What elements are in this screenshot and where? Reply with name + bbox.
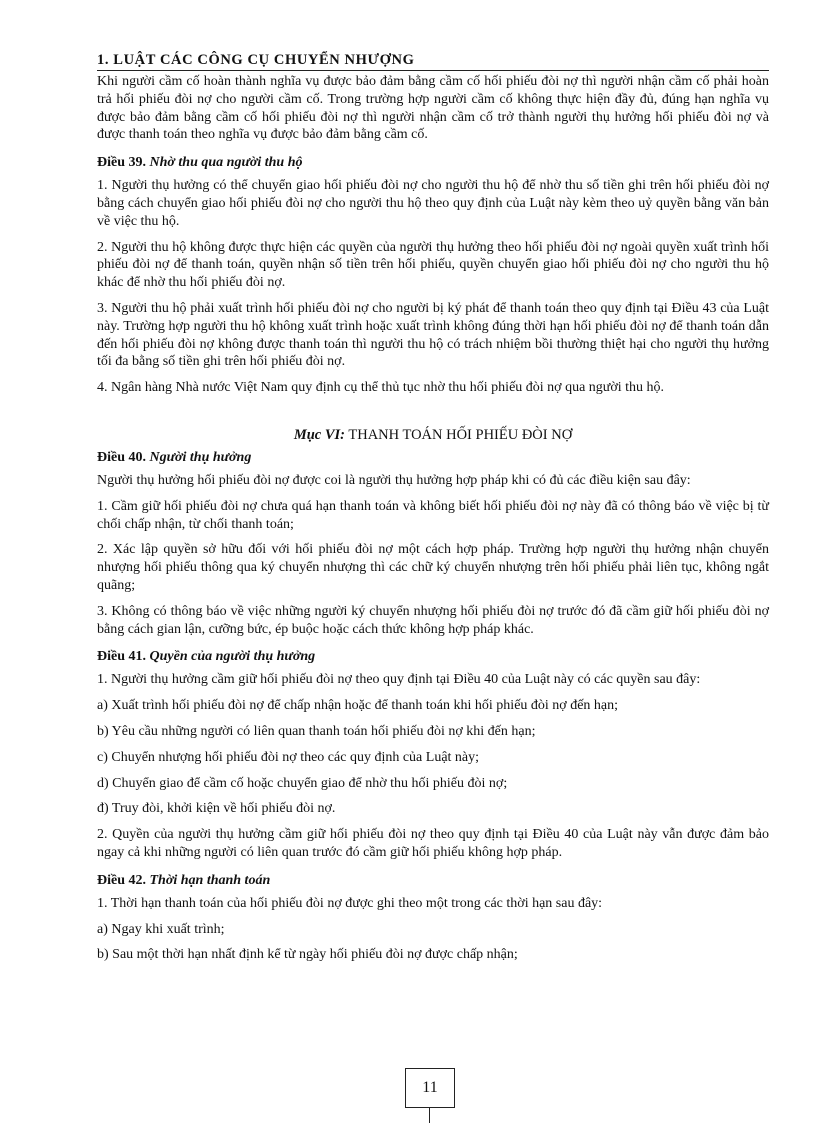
article-41-item-a: a) Xuất trình hối phiếu đòi nợ để chấp nhận hoặc để thanh toán khi hối phiếu đòi nợ đến hạn; [97,698,619,714]
article-39-heading [97,154,769,172]
article-41-item-1: 1. Người thụ hưởng cầm giữ hối phiếu đòi nợ theo quy định tại Điều 40 của Luật này có các quyền sau đây: [97,672,701,688]
article-41-item-d: d) Chuyển giao để cầm cố hoặc chuyển giao để nhờ thu hối phiếu đòi nợ; [97,775,508,791]
article-41-item-b: b) Yêu cầu những người có liên quan thanh toán hối phiếu đòi nợ khi đến hạn; [97,723,536,739]
article-40-item-1: 1. Cầm giữ hối phiếu đòi nợ chưa quá hạn thanh toán và không biết hối phiếu đòi nợ này đã có thông báo về việc bị từ chối chấp nhận, từ chối thanh toán; [97,498,769,532]
article-40-item-2: 2. Xác lập quyền sở hữu đối với hối phiếu đòi nợ một cách hợp pháp. Trường hợp người thụ hưởng nhận chuyển nhượng hối phiếu thông qua ký chuyển nhượng thì các chữ ký chuyển nhượng trên hối phiếu phải liên tục, không ngắt quãng; [97,542,769,593]
article-number: Điều 41. [97,649,146,665]
article-title: Người thụ hưởng [149,449,252,465]
article-39-item-3: 3. Người thu hộ phải xuất trình hối phiếu đòi nợ cho người bị ký phát để thanh toán theo quy định tại Điều 43 của Luật này. Trường hợp người thu hộ không xuất trình hoặc xuất trình không đúng thời hạn hối phiếu đòi nợ để thanh toán dẫn đến hối phiếu đòi nợ không được thanh toán thì người thu hộ có trách nhiệm bồi thường thiệt hại cho người thụ hưởng tối đa bằng số tiền ghi trên hối phiếu đòi nợ. [97,300,769,370]
article-39-item-1: 1. Người thụ hưởng có thể chuyển giao hối phiếu đòi nợ cho người thu hộ để nhờ thu số tiền ghi trên hối phiếu đòi nợ bằng cách chuyển giao hối phiếu đòi nợ cho người thu hộ theo quy định của Luật này kèm theo uỷ quyền bằng văn bản về việc thu hộ. [97,178,769,229]
article-title: Quyền của người thụ hưởng [149,649,316,665]
section-heading [97,425,769,445]
intro-paragraph: Khi người cầm cố hoàn thành nghĩa vụ được bảo đảm bằng cầm cố hối phiếu đòi nợ thì người nhận cầm cố phải hoàn trả hối phiếu đòi nợ cho người cầm cố. Trong trường hợp người cầm cố không thực hiện đầy đủ, đúng hạn nghĩa vụ được bảo đảm bằng cầm cố hối phiếu đòi nợ thì người nhận cầm cố trở thành người thụ hưởng hối phiếu đòi nợ và được thanh toán theo nghĩa vụ được bảo đảm bằng cầm cố. [97,74,769,143]
article-title: Nhờ thu qua người thu hộ [149,155,303,171]
article-41-heading [97,648,769,666]
article-number: Điều 39. [97,155,146,171]
article-number: Điều 40. [97,449,146,465]
section-prefix: Mục VI: [293,426,345,443]
article-42-item-b: b) Sau một thời hạn nhất định kể từ ngày hối phiếu đòi nợ được chấp nhận; [97,947,518,963]
article-title: Thời hạn thanh toán [149,872,271,888]
article-42-item-a: a) Ngay khi xuất trình; [97,921,225,937]
section-title: THANH TOÁN HỐI PHIẾU ĐÒI NỢ [348,426,573,443]
document-header-title: 1. LUẬT CÁC CÔNG CỤ CHUYỂN NHƯỢNG [97,52,769,71]
article-40-item-0: Người thụ hưởng hối phiếu đòi nợ được coi là người thụ hưởng hợp pháp khi có đủ các điều kiện sau đây: [97,472,691,488]
article-39-item-2: 2. Người thu hộ không được thực hiện các quyền của người thụ hưởng theo hối phiếu đòi nợ ngoài quyền xuất trình hối phiếu đòi nợ để thanh toán, quyền nhận số tiền trên hối phiếu, quyền chuyển giao hối phiếu đòi nợ cho người thu hộ khác để nhờ thu hối phiếu đòi nợ. [97,239,769,291]
article-40-item-3: 3. Không có thông báo về việc những người ký chuyển nhượng hối phiếu đòi nợ trước đó đã cầm giữ hối phiếu đòi nợ bằng cách gian lận, cưỡng bức, ép buộc hoặc cách thức không hợp pháp khác. [97,603,769,637]
article-41-item-dd: đ) Truy đòi, khởi kiện về hối phiếu đòi nợ. [97,801,336,817]
page-number-divider [429,1107,430,1123]
article-39-item-4: 4. Ngân hàng Nhà nước Việt Nam quy định cụ thể thủ tục nhờ thu hối phiếu đòi nợ qua người thu hộ. [97,380,665,396]
document-page [97,52,769,964]
article-40-heading [97,449,769,467]
page-number-box: 11 [405,1068,455,1108]
article-41-item-2: 2. Quyền của người thụ hưởng cầm giữ hối phiếu đòi nợ theo quy định tại Điều 40 của Luật này vẫn được đảm bảo ngay cả khi những người có liên quan trước đó cầm giữ hối phiếu không hợp pháp. [97,827,769,860]
article-41-item-c: c) Chuyển nhượng hối phiếu đòi nợ theo các quy định của Luật này; [97,749,480,765]
article-42-heading [97,872,769,890]
article-number: Điều 42. [97,872,146,888]
article-42-item-1: 1. Thời hạn thanh toán của hối phiếu đòi nợ được ghi theo một trong các thời hạn sau đây: [97,895,603,911]
